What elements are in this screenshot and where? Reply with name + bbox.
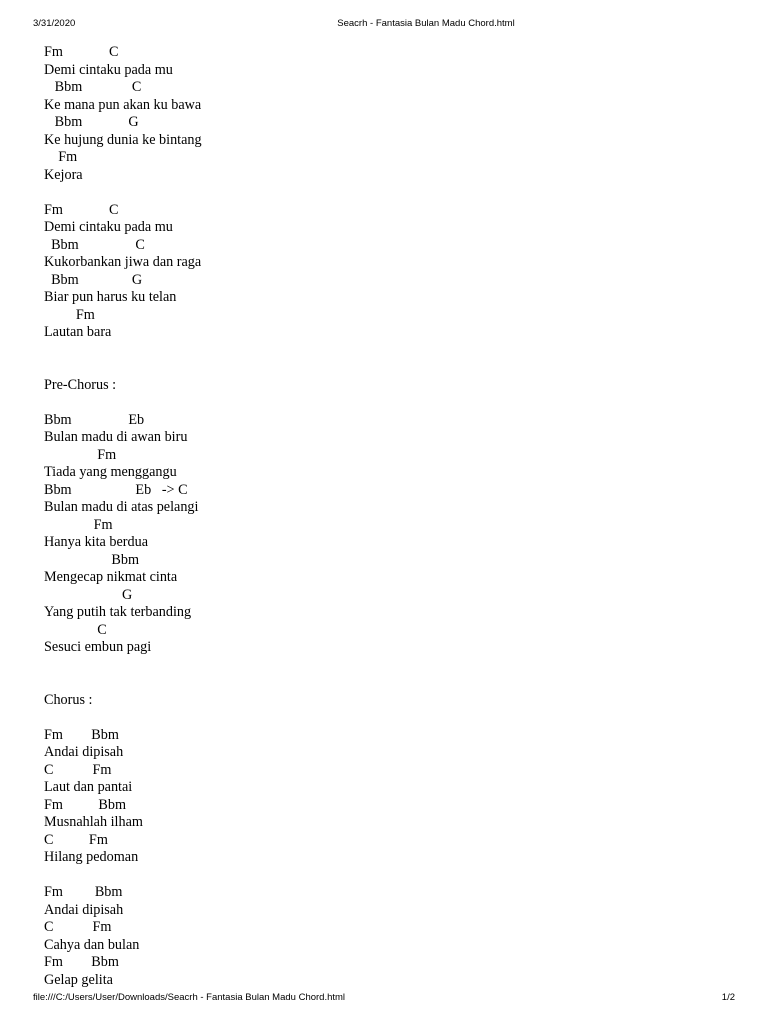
lyric-line: Demi cintaku pada mu [44, 61, 173, 78]
blank-line [44, 657, 724, 675]
lyric-line: Musnahlah ilham [44, 814, 143, 830]
blank-line [44, 359, 724, 377]
chord-line: Fm [44, 149, 78, 165]
chord-line: Fm Bbm [44, 726, 119, 743]
chord-line: Fm [44, 446, 117, 463]
lyric-line: Chorus : [44, 691, 93, 708]
chord-line: Fm Bbm [44, 884, 123, 900]
lyric-line: Tiada yang menggangu [44, 464, 177, 480]
lyric-line: Mengecap nikmat cinta [44, 569, 178, 585]
print-title: Seacrh - Fantasia Bulan Madu Chord.html [337, 18, 515, 29]
lyric-line: Bulan madu di awan biru [44, 429, 188, 445]
lyric-line: Hanya kita berdua [44, 534, 148, 550]
page-number: 1/2 [721, 992, 735, 1003]
lyric-line: Bulan madu di atas pelangi [44, 499, 199, 515]
chord-line: Bbm G [44, 114, 139, 130]
blank-line [44, 394, 724, 412]
lyric-line: Gelap gelita [44, 971, 113, 988]
blank-line [44, 184, 724, 202]
blank-line [44, 674, 724, 692]
print-header [0, 18, 768, 32]
print-footer [0, 992, 768, 1006]
chord-line: Bbm [44, 551, 139, 568]
chord-lyrics-body [44, 44, 724, 989]
blank-line [44, 867, 724, 885]
chord-line: Fm [44, 516, 113, 533]
lyric-line: Andai dipisah [44, 744, 124, 760]
lyric-line: Kukorbankan jiwa dan raga [44, 254, 202, 270]
chord-line: Bbm G [44, 271, 143, 288]
blank-line [44, 342, 724, 360]
lyric-line: Andai dipisah [44, 901, 124, 918]
lyric-line: Demi cintaku pada mu [44, 219, 173, 235]
lyric-line: Yang putih tak terbanding [44, 604, 192, 620]
chord-line: G [44, 586, 133, 603]
lyric-line: Cahya dan bulan [44, 936, 140, 953]
lyric-line: Lautan bara [44, 324, 112, 340]
chord-line: Fm Bbm [44, 796, 126, 813]
lyric-line: Hilang pedoman [44, 849, 139, 865]
chord-line: Fm [44, 306, 95, 323]
chord-line: Fm Bbm [44, 954, 119, 970]
lyric-line: Ke hujung dunia ke bintang [44, 131, 202, 148]
file-path: file:///C:/Users/User/Downloads/Seacrh - Fantasia Bulan Madu Chord.html [33, 992, 346, 1003]
blank-line [44, 709, 724, 727]
chord-line: Bbm C [44, 79, 142, 95]
print-date: 3/31/2020 [33, 18, 76, 29]
lyric-line: Kejora [44, 166, 83, 183]
lyric-line: Pre-Chorus : [44, 376, 117, 393]
chord-line: Bbm Eb -> C [44, 481, 188, 498]
chord-line: Bbm Eb [44, 411, 145, 428]
chord-line: C Fm [44, 831, 108, 848]
chord-line: Fm C [44, 44, 119, 60]
chord-line: Fm C [44, 201, 119, 218]
lyric-line: Ke mana pun akan ku bawa [44, 96, 202, 113]
lyric-line: Laut dan pantai [44, 779, 133, 795]
lyric-line: Sesuci embun pagi [44, 639, 152, 655]
chord-line: C Fm [44, 919, 112, 935]
chord-line: Bbm C [44, 236, 145, 253]
lyric-line: Biar pun harus ku telan [44, 289, 177, 305]
chord-line: C [44, 621, 107, 638]
chord-line: C Fm [44, 761, 112, 778]
